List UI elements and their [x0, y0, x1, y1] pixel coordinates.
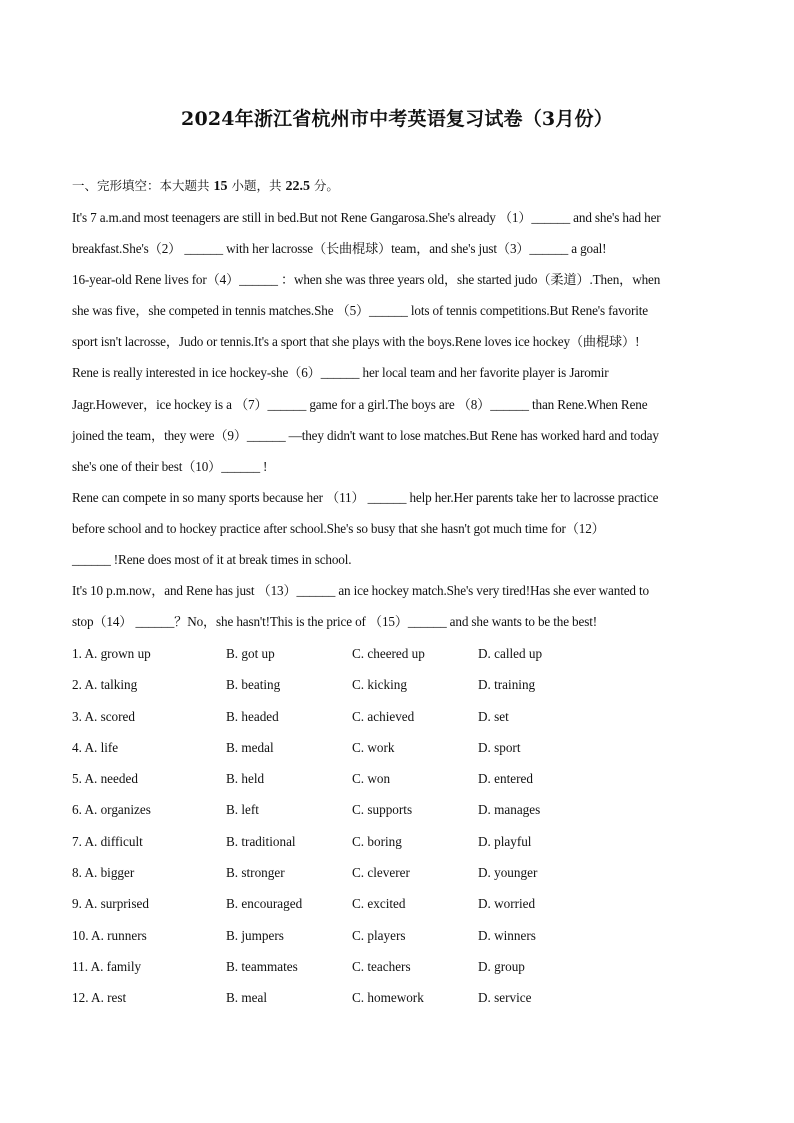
option-d: D. called up [478, 646, 543, 661]
option-a: 7. A. difficult [72, 833, 143, 849]
option-c: C. players [352, 927, 406, 943]
option-row-3 [72, 701, 732, 732]
passage-line: sport isn't lacrosse，Judo or tennis.It's a sport that she plays with the boys.Rene loves ice hockey（曲棍球）! [72, 334, 640, 350]
total-score: 22.5 [285, 179, 310, 194]
passage-line: 16-year-old Rene lives for（4）______ ：when she was three years old，she started judo（柔道）.Then，when [72, 272, 661, 288]
section-middle: 小题，共 [227, 178, 286, 193]
option-d: D. younger [478, 865, 538, 881]
option-b: B. headed [226, 708, 279, 724]
section-heading [72, 176, 339, 195]
passage-line: ______ !Rene does most of it at break times in school. [72, 552, 352, 568]
option-c: C. kicking [352, 677, 407, 693]
option-row-4 [72, 732, 732, 763]
option-a: 5. A. needed [72, 771, 138, 787]
passage-line: It's 10 p.m.now，and Rene has just （13）______ an ice hockey match.She's very tired!Has she ever wanted to [72, 583, 649, 599]
option-d: D. worried [478, 896, 536, 912]
option-d: D. group [478, 958, 525, 974]
page-title: 2024年浙江省杭州市中考英语复习试卷（3月份） [181, 108, 613, 130]
option-b: B. medal [226, 739, 274, 755]
option-c: C. cleverer [352, 865, 410, 881]
option-a: 6. A. organizes [72, 802, 151, 818]
option-c: C. homework [352, 990, 424, 1006]
option-b: B. meal [226, 990, 268, 1006]
option-b: B. jumpers [226, 927, 284, 943]
option-row-6 [72, 794, 732, 825]
option-a: 10. A. runners [72, 927, 147, 943]
passage-line: she's one of their best（10）______ ! [72, 458, 268, 474]
option-d: D. winners [478, 927, 536, 943]
question-count: 15 [213, 179, 228, 194]
section-suffix: 分。 [309, 178, 339, 193]
option-c: C. achieved [352, 708, 415, 724]
option-c: C. teachers [352, 958, 411, 974]
option-row-5 [72, 763, 732, 794]
option-a: 9. A. surprised [72, 896, 149, 912]
option-a: 8. A. bigger [72, 865, 135, 881]
option-b: B. left [226, 802, 259, 818]
option-b: B. encouraged [226, 896, 303, 912]
option-a: 2. A. talking [72, 677, 138, 693]
passage-line: breakfast.She's（2） ______ with her lacrosse（长曲棍球）team，and she's just（3）______ a goal! [72, 241, 607, 257]
option-a: 1. A. grown up [72, 646, 151, 661]
passage-line: she was five，she competed in tennis matches.She （5）______ lots of tennis competitions.But Rene's favorite [72, 303, 648, 319]
option-b: B. held [226, 771, 265, 787]
option-c: C. supports [352, 802, 413, 818]
option-row-7 [72, 826, 732, 857]
passage-line: before school and to hockey practice after school.She's so busy that she hasn't got much time for（12） [72, 520, 605, 536]
option-a: 12. A. rest [72, 990, 127, 1006]
option-a: 3. A. scored [72, 708, 135, 724]
option-row-8 [72, 857, 732, 888]
passage-line: It's 7 a.m.and most teenagers are still in bed.But not Rene Gangarosa.She's already （1）______ and she's had her [72, 210, 661, 225]
option-d: D. sport [478, 739, 521, 755]
option-b: B. teammates [226, 958, 298, 974]
section-prefix: 一、完形填空：本大题共 [72, 178, 214, 193]
option-d: D. manages [478, 802, 541, 818]
option-b: B. traditional [226, 833, 296, 849]
option-a: 4. A. life [72, 739, 119, 755]
option-c: C. work [352, 739, 395, 755]
option-row-12 [72, 982, 732, 1013]
option-a: 11. A. family [72, 958, 142, 974]
passage-line: Rene can compete in so many sports because her （11） ______ help her.Her parents take her to lacrosse practice [72, 489, 659, 505]
option-c: C. won [352, 771, 391, 787]
option-row-11 [72, 951, 732, 982]
passage-line: stop（14） ______？No，she hasn't!This is the price of （15）______ and she wants to be the best! [72, 614, 597, 630]
option-d: D. set [478, 708, 509, 724]
answer-options [72, 638, 732, 1014]
option-c: C. cheered up [352, 646, 425, 661]
option-d: D. playful [478, 833, 532, 849]
option-b: B. got up [226, 646, 275, 661]
passage-line: Jagr.However，ice hockey is a （7）______ game for a girl.The boys are （8）______ than Rene.When Rene [72, 396, 648, 412]
option-c: C. excited [352, 896, 406, 912]
passage-line: joined the team，they were（9）______ —they didn't want to lose matches.But Rene has worked hard and today [72, 427, 659, 443]
option-row-9 [72, 888, 732, 919]
passage-line: Rene is really interested in ice hockey-she（6）______ her local team and her favorite player is Jaromir [72, 365, 609, 381]
option-d: D. training [478, 677, 536, 693]
option-row-1 [72, 638, 732, 669]
cloze-passage [72, 202, 732, 637]
option-b: B. stronger [226, 865, 285, 881]
option-d: D. entered [478, 771, 533, 787]
option-d: D. service [478, 990, 532, 1006]
option-c: C. boring [352, 833, 402, 849]
option-row-2 [72, 669, 732, 700]
option-row-10 [72, 920, 732, 951]
option-b: B. beating [226, 677, 281, 693]
